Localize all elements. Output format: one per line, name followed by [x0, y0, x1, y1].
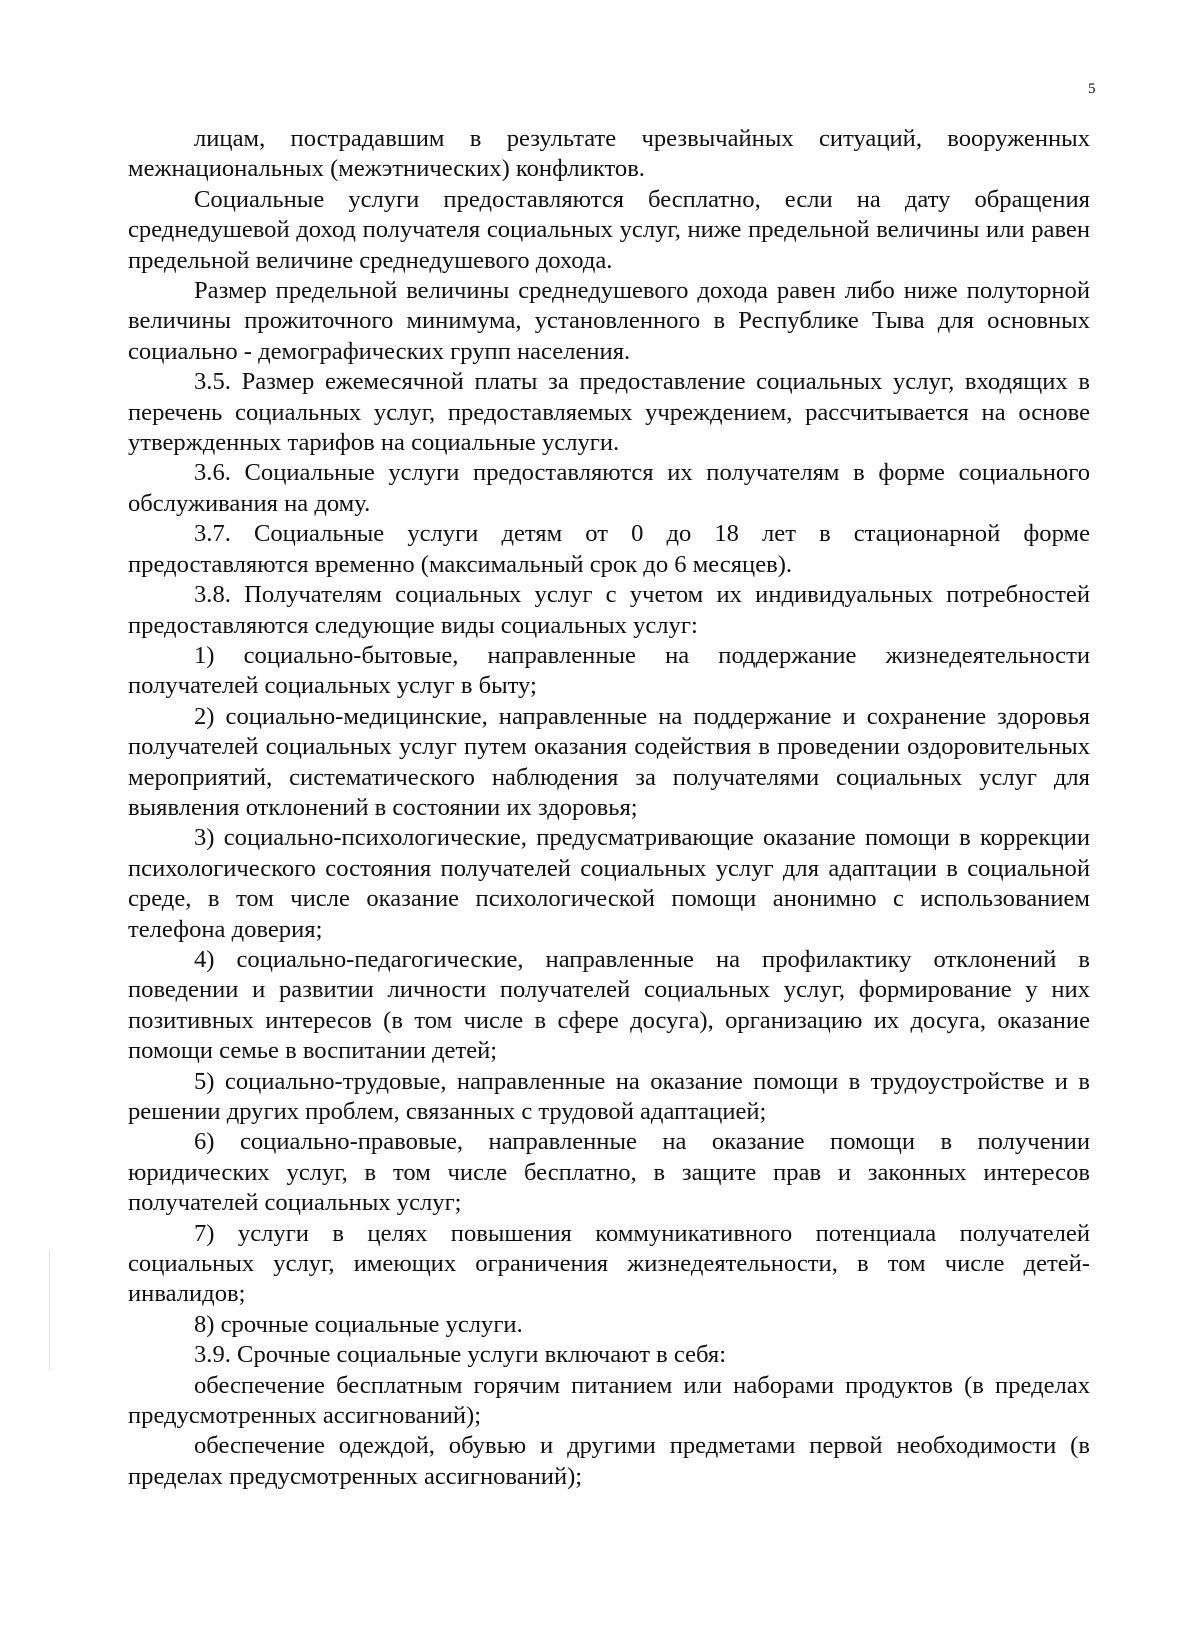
scan-artifact-line — [49, 1250, 50, 1370]
paragraph-3-7: 3.7. Социальные услуги детям от 0 до 18 лет в стационарной форме предоставляются временно (максимальный срок до 6 месяцев). — [128, 520, 1090, 578]
list-item-8: 8) срочные социальные услуги. — [194, 1310, 523, 1338]
page-number: 5 — [1088, 81, 1096, 97]
list-item-5: 5) социально-трудовые, направленные на оказание помощи в трудоустройстве и в решении других проблем, связанных с трудовой адаптацией; — [128, 1067, 1090, 1125]
paragraph-income-limit: Размер предельной величины среднедушевого дохода равен либо ниже полуторной величины прожиточного минимума, установленного в Республике Тыва для основных социально - демографических групп населения. — [128, 277, 1090, 365]
urgent-service-clothing: обеспечение одеждой, обувью и другими предметами первой необходимости (в пределах предусмотренных ассигнований); — [128, 1432, 1090, 1490]
urgent-service-food: обеспечение бесплатным горячим питанием или наборами продуктов (в пределах предусмотренных ассигнований); — [128, 1371, 1090, 1430]
paragraph-continuation: лицам, пострадавшим в результате чрезвычайных ситуаций, вооруженных межнациональных (межэтнических) конфликтов. — [128, 125, 1090, 183]
paragraph-free-services: Социальные услуги предоставляются бесплатно, если на дату обращения среднедушевой доход получателя социальных услуг, ниже предельной величины или равен предельной величине среднедушевого дохода. — [128, 185, 1090, 274]
paragraph-3-6: 3.6. Социальные услуги предоставляются их получателям в форме социального обслуживания на дому. — [128, 459, 1090, 517]
list-item-3: 3) социально-психологические, предусматривающие оказание помощи в коррекции психологического состояния получателей социальных услуг для адаптации в социальной среде, в том числе оказание психологической помощи анонимно с использованием телефона доверия; — [128, 824, 1090, 943]
paragraph-3-9: 3.9. Срочные социальные услуги включают в себя: — [194, 1341, 727, 1369]
paragraph-3-8: 3.8. Получателям социальных услуг с учетом их индивидуальных потребностей предоставляются следующие виды социальных услуг: — [128, 581, 1090, 639]
list-item-2: 2) социально-медицинские, направленные на поддержание и сохранение здоровья получателей социальных услуг путем оказания содействия в проведении оздоровительных мероприятий, систематического наблюдения за получателями социальных услуг для выявления отклонений в состоянии их здоровья; — [128, 702, 1090, 821]
list-item-1: 1) социально-бытовые, направленные на поддержание жизнедеятельности получателей социальных услуг в быту; — [128, 641, 1090, 700]
document-body — [128, 124, 1090, 1492]
list-item-6: 6) социально-правовые, направленные на оказание помощи в получении юридических услуг, в том числе бесплатно, в защите прав и законных интересов получателей социальных услуг; — [128, 1128, 1090, 1217]
paragraph-3-5: 3.5. Размер ежемесячной платы за предоставление социальных услуг, входящих в перечень социальных услуг, предоставляемых учреждением, рассчитывается на основе утвержденных тарифов на социальные услуги. — [128, 368, 1090, 457]
list-item-7: 7) услуги в целях повышения коммуникативного потенциала получателей социальных услуг, имеющих ограничения жизнедеятельности, в том числе детей-инвалидов; — [128, 1219, 1090, 1308]
list-item-4: 4) социально-педагогические, направленные на профилактику отклонений в поведении и развитии личности получателей социальных услуг, формирование у них позитивных интересов (в том числе в сфере досуга), организацию их досуга, оказание помощи семье в воспитании детей; — [128, 945, 1090, 1065]
